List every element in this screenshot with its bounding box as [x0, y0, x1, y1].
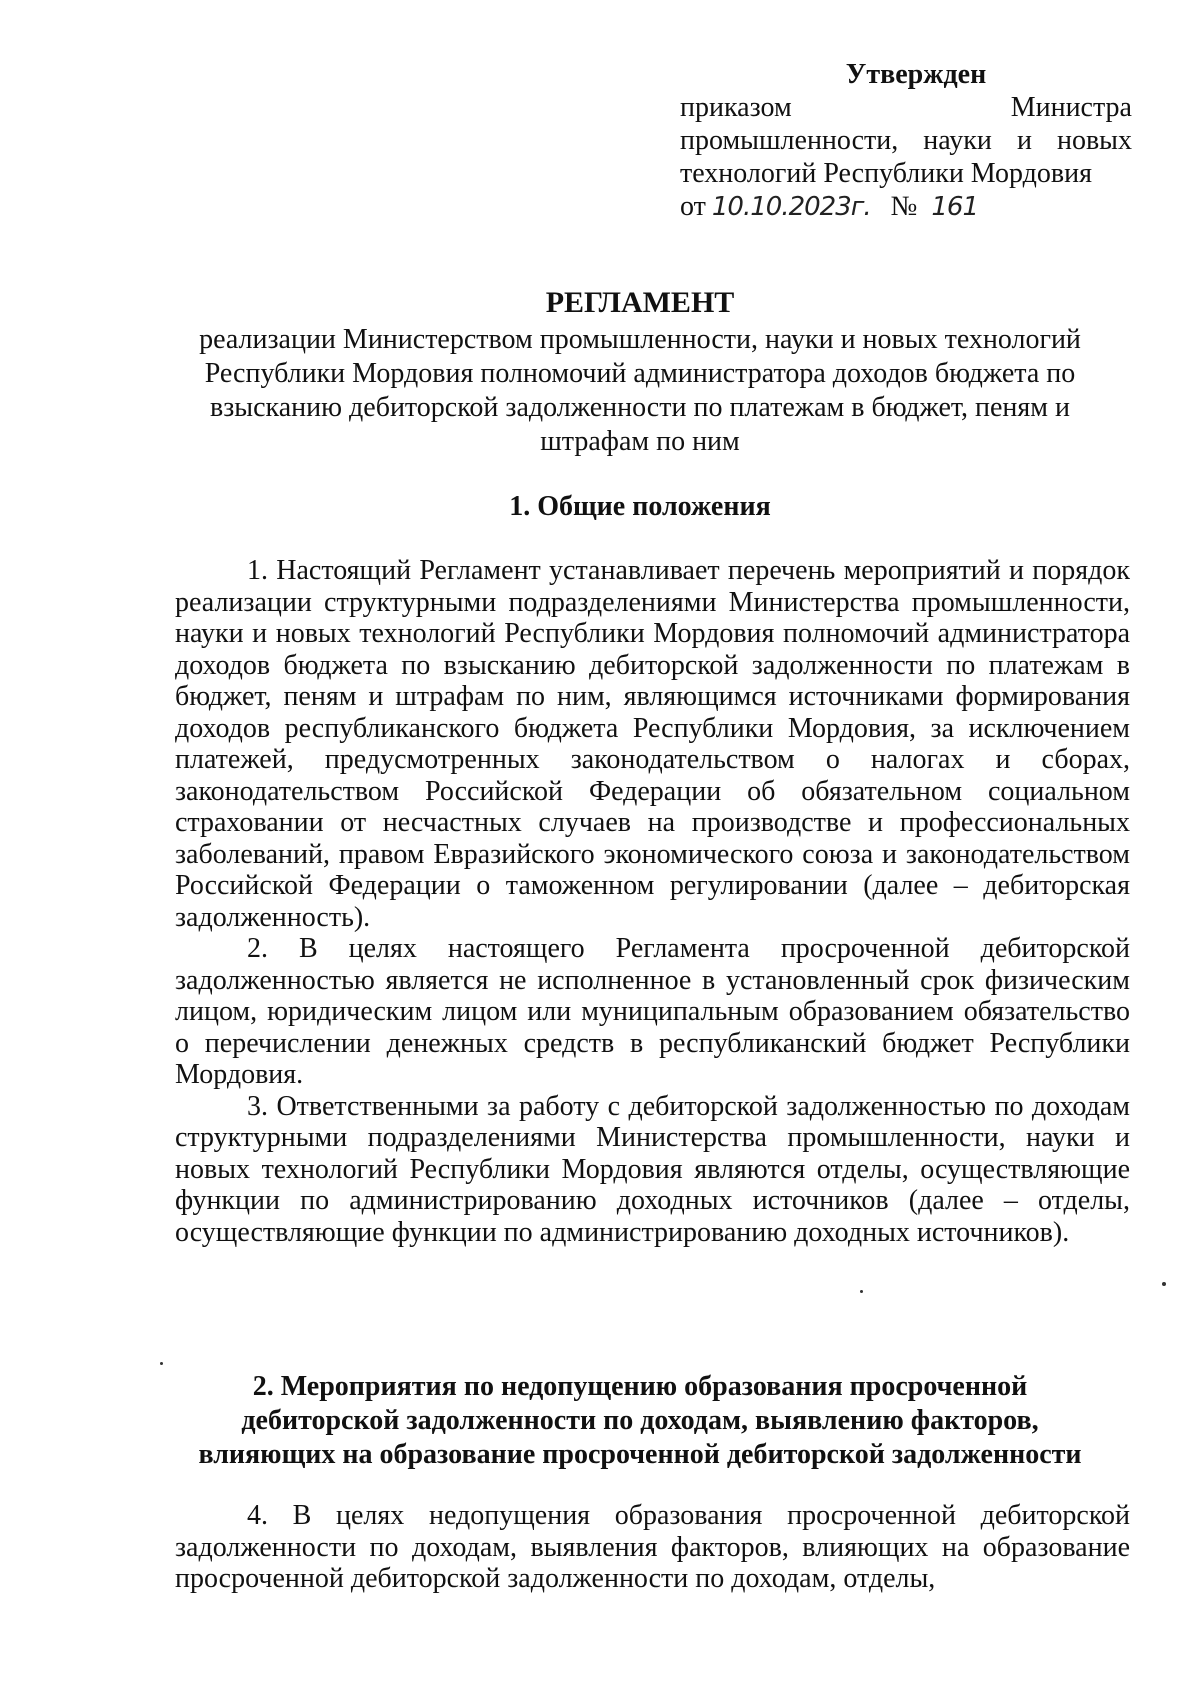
document-subtitle: реализации Министерством промышленности, науки и новых технологий Республики Мордовия полномочий администратора доходов бюджета по взысканию дебиторской задолженности по платежам в бюджет, пеням и штрафам по ним — [199, 324, 1081, 457]
approval-date-prefix: от — [680, 191, 706, 222]
section-2-heading-line-3: влияющих на образование просроченной дебиторской задолженности — [198, 1439, 1082, 1470]
approval-title: Утвержден — [845, 59, 987, 90]
approval-number-handwritten: 161 — [931, 192, 979, 222]
scan-speck — [860, 1290, 863, 1293]
section-2-heading-line-2: дебиторской задолженности по доходам, выявлению факторов, — [241, 1405, 1039, 1436]
approval-stamp-block — [680, 58, 1132, 224]
section-2-heading — [150, 1370, 1130, 1472]
approval-date-handwritten: 10.10.2023г. — [711, 192, 871, 222]
scan-speck — [160, 1362, 163, 1365]
paragraph-2: 2. В целях настоящего Регламента просроченной дебиторской задолженностью является не исполненное в установленный срок физическим лицом, юридическим лицом или муниципальным образованием обязательство о перечислении денежных средств в республиканский бюджет Республики Мордовия. — [175, 933, 1130, 1090]
section-1-body — [175, 555, 1130, 1248]
document-title: РЕГЛАМЕНТ — [545, 286, 735, 319]
approval-line-1 — [680, 91, 1132, 124]
approval-line-3: технологий Республики Мордовия — [680, 158, 1092, 189]
section-1-heading: 1. Общие положения — [509, 491, 771, 522]
paragraph-4: 4. В целях недопущения образования просроченной дебиторской задолженности по доходам, выявления факторов, влияющих на образование просроченной дебиторской задолженности по доходам, отделы, — [175, 1500, 1130, 1594]
approval-number-sign: № — [890, 191, 918, 222]
approval-line-1-left: приказом — [680, 92, 792, 123]
approval-line-2: промышленности, науки и новых — [680, 125, 1132, 156]
scan-speck — [1162, 1282, 1166, 1286]
section-2-heading-line-1: 2. Мероприятия по недопущению образования просроченной — [252, 1371, 1028, 1402]
section-2-body — [175, 1500, 1130, 1595]
approval-date-line — [680, 190, 1132, 224]
paragraph-3: 3. Ответственными за работу с дебиторской задолженностью по доходам структурными подразделениями Министерства промышленности, науки и новых технологий Республики Мордовия являются отделы, осуществляющие функции по администрированию доходных источников (далее – отделы, осуществляющие функции по администрированию доходных источников). — [175, 1090, 1130, 1248]
paragraph-1: 1. Настоящий Регламент устанавливает перечень мероприятий и порядок реализации структурными подразделениями Министерства промышленности, науки и новых технологий Республики Мордовия полномочий администратора доходов бюджета по взысканию дебиторской задолженности по платежам в бюджет, пеням и штрафам по ним, являющимся источниками формирования доходов республиканского бюджета Республики Мордовия, за исключением платежей, предусмотренных законодательством о налогах и сборах, законодательством Российской Федерации об обязательном социальном страховании от несчастных случаев на производстве и профессиональных заболеваний, правом Евразийского экономического союза и законодательством Российской Федерации о таможенном регулировании (далее – дебиторская задолженность). — [175, 555, 1130, 933]
approval-line-1-right: Министра — [1010, 92, 1132, 123]
